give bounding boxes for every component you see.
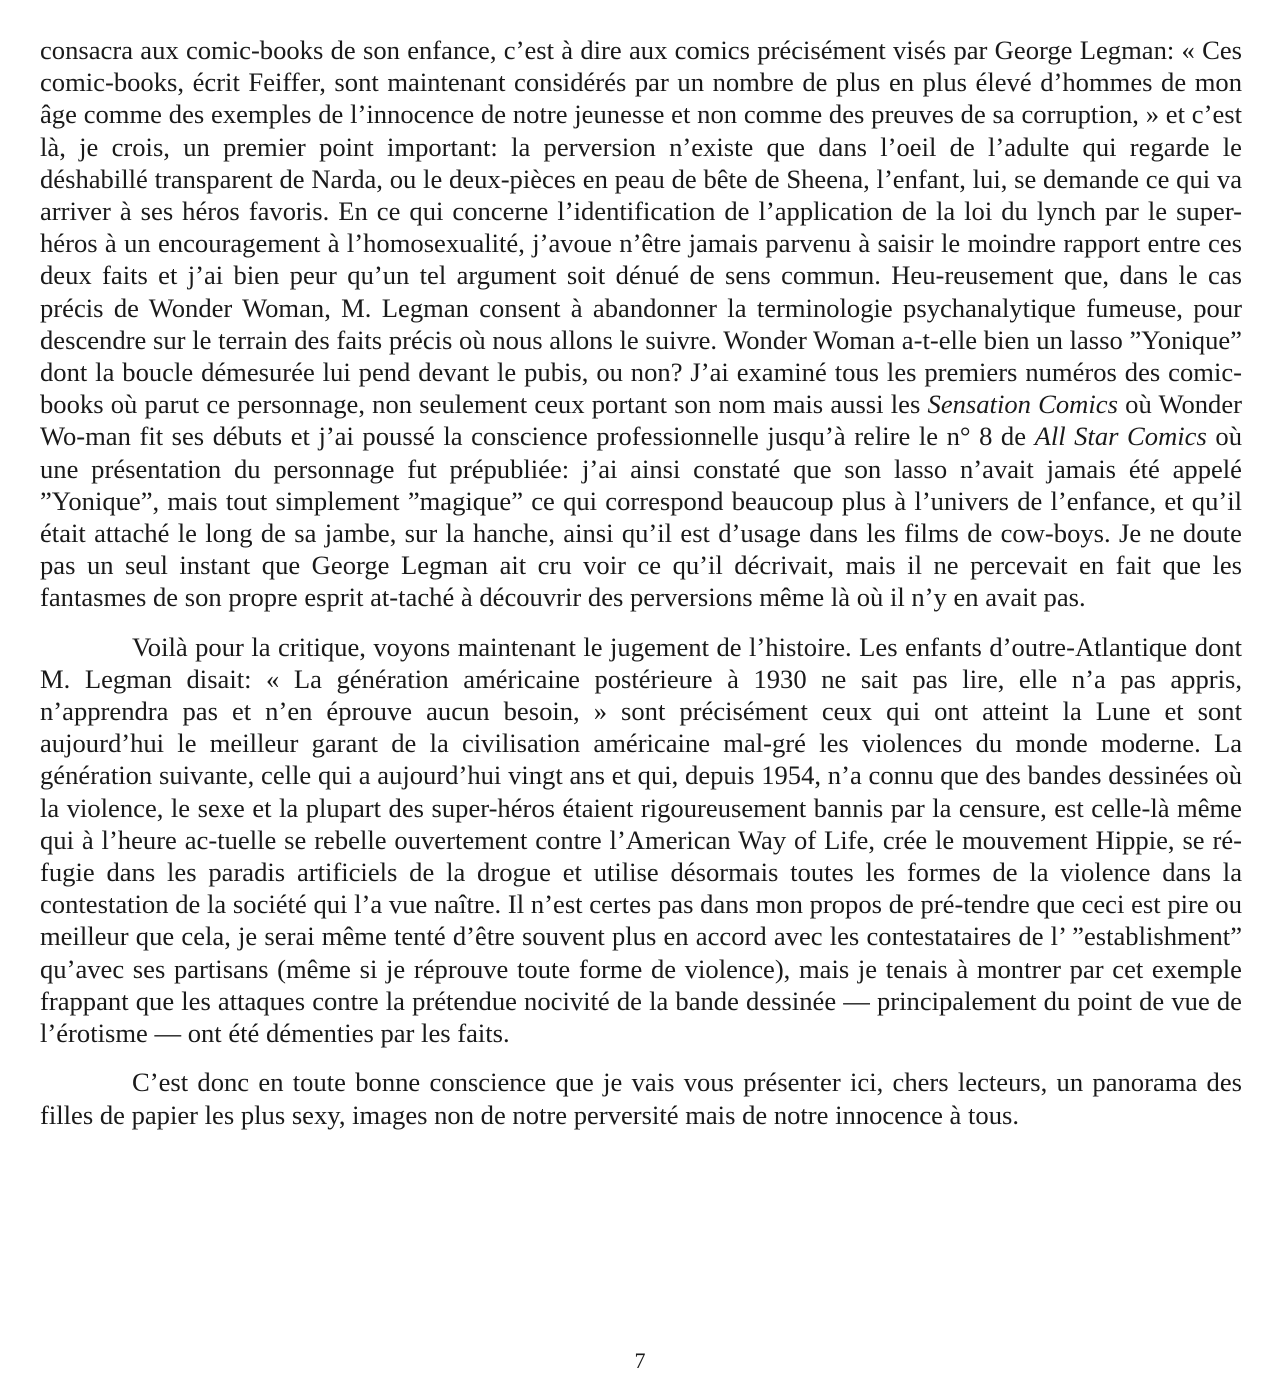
paragraph-text: où Wonder Wo-man fit ses débuts et j’ai poussé la conscience professionnelle jusqu’à relire le n° 8 de: [40, 389, 1242, 452]
paragraph: C’est donc en toute bonne conscience que je vais vous présenter ici, chers lecteurs, un panorama des filles de papier les plus sexy, images non de notre perversité mais de notre innocence à tous.: [40, 1067, 1242, 1130]
italic-title: All Star Comics: [1034, 421, 1207, 452]
paragraph-gap: [40, 1049, 1242, 1066]
paragraph-gap: [40, 614, 1242, 631]
paragraph: Voilà pour la critique, voyons maintenant le jugement de l’histoire. Les enfants d’outre-Atlantique dont M. Legman disait: « La génération américaine postérieure à 1930 ne sait pas lire, elle n’a pas appris, n’apprendra pas et n’en éprouve aucun besoin, » sont précisément ceux qui ont atteint la Lune et sont aujourd’hui le meilleur garant de la civilisation américaine mal-gré les violences du monde moderne. La génération suivante, celle qui a aujourd’hui vingt ans et qui, depuis 1954, n’a connu que des bandes dessinées où la violence, le sexe et la plupart des super-héros étaient rigoureusement bannis par la censure, est celle-là même qui à l’heure ac-tuelle se rebelle ouvertement contre l’American Way of Life, crée le mouvement Hippie, se ré-fugie dans les paradis artificiels de la drogue et utilise désormais toutes les formes de la violence dans la contestation de la société qui l’a vue naître. Il n’est certes pas dans mon propos de pré-tendre que ceci est pire ou meilleur que cela, je serai même tenté d’être souvent plus en accord avec les contestataires de l’ ”establishment” qu’avec ses partisans (même si je réprouve toute forme de violence), mais je tenais à montrer par cet exemple frappant que les attaques contre la prétendue nocivité de la bande dessinée — principalement du point de vue de l’érotisme — ont été démenties par les faits.: [40, 631, 1242, 1049]
paragraph-text: où une présentation du personnage fut prépubliée: j’ai ainsi constaté que son lasso n’avait jamais été appelé ”Yonique”, mais tout simplement ”magique” ce qui correspond beaucoup plus à l’univers de l’enfance, et qu’il était attaché le long de sa jambe, sur la hanche, ainsi qu’il est d’usage dans les films de cow-boys. Je ne doute pas un seul instant que George Legman ait cru voir ce qu’il décrivait, mais il ne percevait en fait que les fantasmes de son propre esprit at-taché à découvrir des perversions même là où il n’y en avait pas.: [40, 421, 1242, 613]
page-number: 7: [634, 1348, 646, 1373]
paragraph-text: consacra aux comic-books de son enfance, c’est à dire aux comics précisément visés par George Legman: « Ces comic-books, écrit Feiffer, sont maintenant considérés par un nombre de plus en plus élevé d’hommes de mon âge comme des exemples de l’innocence de notre jeunesse et non comme des preuves de sa corruption, » et c’est là, je crois, un premier point important: la perversion n’existe que dans l’oeil de l’adulte qui regarde le déshabillé transparent de Narda, ou le deux-pièces en peau de bête de Sheena, l’enfant, lui, se demande ce qui va arriver à ses héros favoris. En ce qui concerne l’identification de l’application de la loi du lynch par le super-héros à un encouragement à l’homosexualité, j’avoue n’être jamais parvenu à saisir le moindre rapport entre ces deux faits et j’ai bien peur qu’un tel argument soit dénué de sens commun. Heu-reusement que, dans le cas précis de Wonder Woman, M. Legman consent à abandonner la terminologie psychanalytique fumeuse, pour descendre sur le terrain des faits précis où nous allons le suivre. Wonder Woman a-t-elle bien un lasso ”Yonique” dont la boucle démesurée lui pend devant le pubis, ou non? J’ai examiné tous les premiers numéros des comic-books où parut ce personnage, non seulement ceux portant son nom mais aussi les: [40, 35, 1242, 420]
page-body: [40, 34, 1242, 1131]
italic-title: Sensation Comics: [927, 389, 1118, 420]
paragraph: [40, 34, 1242, 614]
